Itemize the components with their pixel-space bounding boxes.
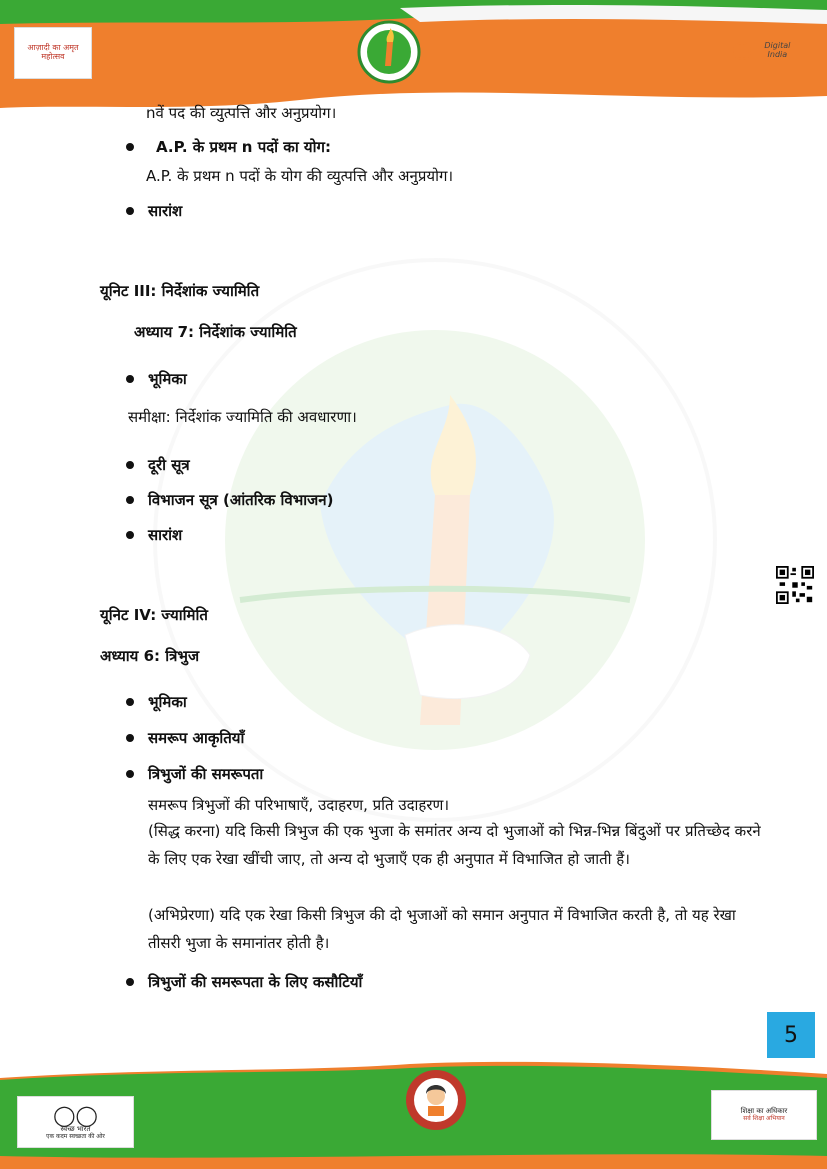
swachh-bharat-tagline: एक कदम स्वच्छता की ओर — [46, 1132, 105, 1140]
page-number-text: 5 — [784, 1022, 798, 1048]
hbse-emblem-logo — [357, 20, 421, 84]
summary-item-1: सारांश — [148, 202, 183, 220]
review-text: समीक्षा: निर्देशांक ज्यामिति की अवधारणा। — [128, 408, 357, 426]
bullet — [126, 461, 134, 469]
similarity-criteria-item: त्रिभुजों की समरूपता के लिए कसौटियाँ — [148, 973, 363, 991]
distance-formula-item: दूरी सूत्र — [148, 456, 190, 474]
bullet — [126, 978, 134, 986]
digital-india-text: Digital India — [764, 41, 791, 59]
rte-title: शिक्षा का अधिकार — [740, 1106, 788, 1115]
azadi-logo-text: आज़ादी का अमृत महोत्सव — [27, 43, 79, 61]
bullet — [126, 143, 134, 151]
intro-item-1: भूमिका — [148, 370, 187, 388]
converse-bpt-paragraph: (अभिप्रेरणा) यदि एक रेखा किसी त्रिभुज की दो भुजाओं को समान अनुपात में विभाजित करती है, तो यह रेखा तीसरी भुजा के समानांतर होती है। — [148, 906, 736, 952]
bullet — [126, 496, 134, 504]
page-number — [767, 1012, 815, 1058]
ap-sum-text: A.P. के प्रथम n पदों के योग की व्युत्पत्ति और अनुप्रयोग। — [146, 167, 454, 185]
bpt-theorem-paragraph: (सिद्ध करना) यदि किसी त्रिभुज की एक भुजा के समांतर अन्य दो भुजाओं को भिन्न-भिन्न बिंदुओं पर प्रतिच्छेद करने के लिए एक रेखा खींची जाए, तो अन्य दो भुजाएँ एक ही अनुपात में विभाजित हो जाती हैं। — [148, 822, 761, 868]
swachh-bharat-text: स्वच्छ भारत — [60, 1124, 91, 1133]
bullet — [126, 734, 134, 742]
unit-3-heading: यूनिट III: निर्देशांक ज्यामिति — [100, 282, 260, 300]
ap-sum-heading: A.P. के प्रथम n पदों का योग: — [156, 138, 331, 156]
chapter-7-heading: अध्याय 7: निर्देशांक ज्यामिति — [134, 323, 297, 341]
beti-bachao-logo — [404, 1068, 468, 1132]
similar-figures-item: समरूप आकृतियाँ — [148, 729, 245, 747]
bullet — [126, 207, 134, 215]
bullet — [126, 375, 134, 383]
chapter-6-heading: अध्याय 6: त्रिभुज — [100, 647, 200, 665]
intro-item-2: भूमिका — [148, 693, 187, 711]
glasses-icon: ◯◯ — [53, 1102, 98, 1127]
shiksha-ka-adhikar-logo — [711, 1090, 817, 1140]
bullet — [126, 698, 134, 706]
derivation-line: nवें पद की व्युत्पत्ति और अनुप्रयोग। — [146, 104, 337, 122]
bullet — [126, 770, 134, 778]
azadi-amrit-mahotsav-logo — [14, 27, 92, 79]
digital-india-icon — [733, 42, 751, 60]
qr-code-icon[interactable] — [776, 566, 814, 604]
unit-4-heading: यूनिट IV: ज्यामिति — [100, 606, 208, 624]
summary-item-2: सारांश — [148, 526, 183, 544]
section-formula-item: विभाजन सूत्र (आंतरिक विभाजन) — [148, 491, 334, 509]
bullet — [126, 531, 134, 539]
similarity-definitions: समरूप त्रिभुजों की परिभाषाएँ, उदाहरण, प्रति उदाहरण। — [148, 796, 450, 814]
digital-india-logo — [733, 38, 801, 64]
rte-tagline: सर्व शिक्षा अभियान — [743, 1114, 785, 1122]
triangle-similarity-item: त्रिभुजों की समरूपता — [148, 765, 264, 783]
swachh-bharat-logo — [17, 1096, 134, 1148]
